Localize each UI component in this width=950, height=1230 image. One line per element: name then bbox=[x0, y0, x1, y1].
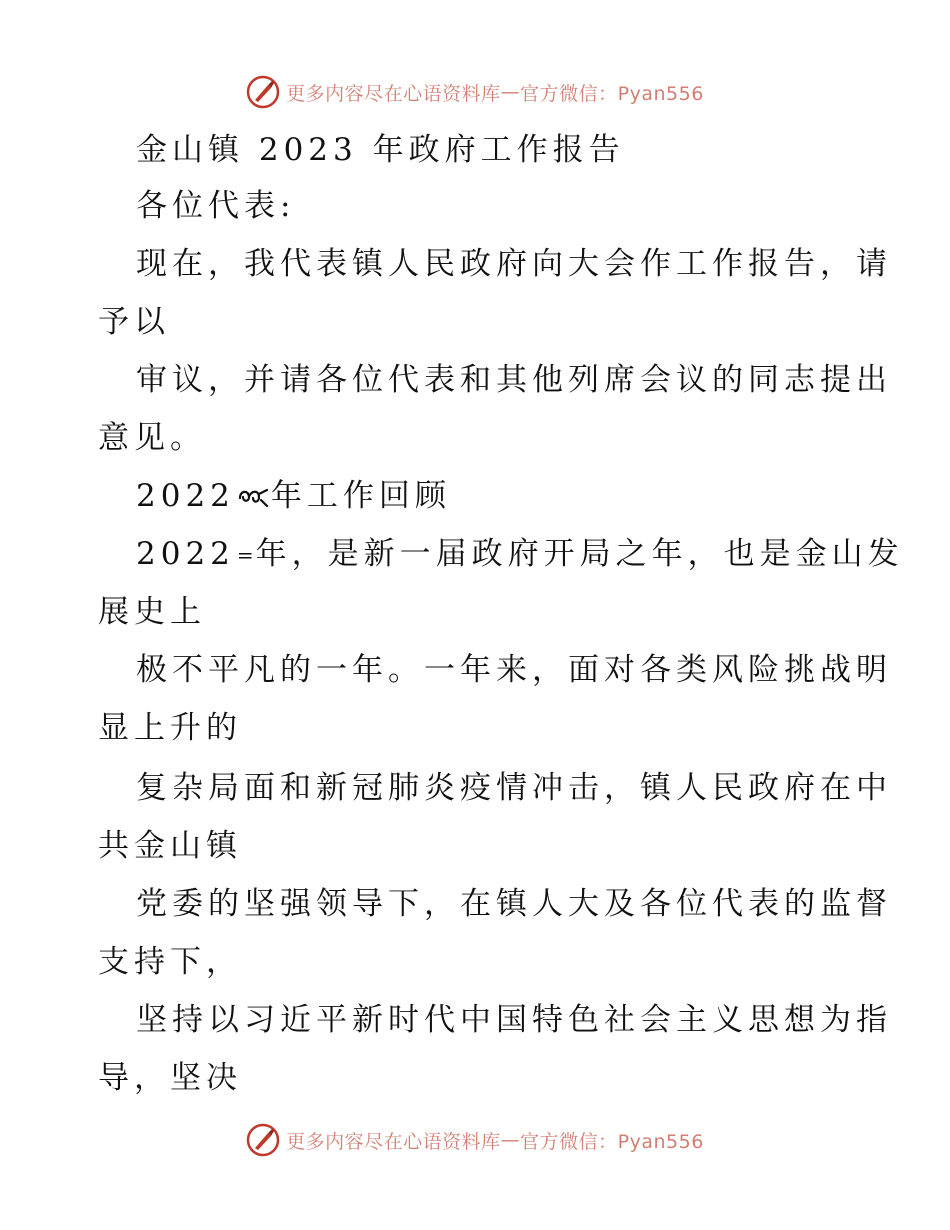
paragraph-line: 导，坚决 bbox=[98, 1060, 242, 1096]
paragraph-line: 支持下， bbox=[98, 944, 242, 980]
salutation: 各位代表: bbox=[136, 188, 296, 224]
watermark-separator: — bbox=[500, 81, 521, 103]
paragraph-line: 复杂局面和新冠肺炎疫情冲击，镇人民政府在中 bbox=[136, 770, 892, 806]
watermark-main-text: 更多内容尽在心语资料库 bbox=[286, 1130, 501, 1153]
paragraph-line bbox=[136, 534, 904, 575]
paragraph-line: 审议，并请各位代表和其他列席会议的同志提出 bbox=[136, 362, 892, 398]
footer-watermark bbox=[0, 1118, 950, 1162]
year-text: 2022 bbox=[136, 536, 235, 572]
equals-mark: = bbox=[236, 543, 254, 567]
paragraph-line: 极不平凡的一年。一年来，面对各类风险挑战明 bbox=[136, 652, 892, 688]
paragraph-line: 坚持以习近平新时代中国特色社会主义思想为指 bbox=[136, 1002, 892, 1038]
paragraph-line: 党委的坚强领导下，在镇人大及各位代表的监督 bbox=[136, 886, 892, 922]
watermark-main-text: 更多内容尽在心语资料库 bbox=[286, 82, 501, 105]
pen-logo-icon bbox=[246, 1123, 280, 1157]
paragraph-text: 年，是新一届政府开局之年，也是金山发 bbox=[255, 536, 904, 572]
watermark-separator: — bbox=[500, 1129, 521, 1151]
paragraph-line: 共金山镇 bbox=[98, 828, 242, 864]
paragraph-line: 予以 bbox=[98, 304, 170, 340]
ornament-glyph-icon bbox=[237, 480, 269, 510]
section-year: 2022 bbox=[136, 478, 235, 514]
paragraph-line: 现在，我代表镇人民政府向大会作工作报告，请 bbox=[136, 246, 892, 282]
pen-logo-icon bbox=[246, 75, 280, 109]
watermark-contact-text: 官方微信：Pyan556 bbox=[520, 1130, 704, 1153]
section-heading bbox=[136, 476, 451, 516]
document-title: 金山镇 2023 年政府工作报告 bbox=[136, 132, 625, 168]
section-title: 年工作回顾 bbox=[270, 478, 451, 514]
watermark-contact-text: 官方微信：Pyan556 bbox=[520, 82, 704, 105]
paragraph-line: 显上升的 bbox=[98, 710, 242, 746]
paragraph-line: 意见。 bbox=[98, 420, 206, 456]
paragraph-line: 展史上 bbox=[98, 594, 206, 630]
header-watermark bbox=[0, 70, 950, 114]
